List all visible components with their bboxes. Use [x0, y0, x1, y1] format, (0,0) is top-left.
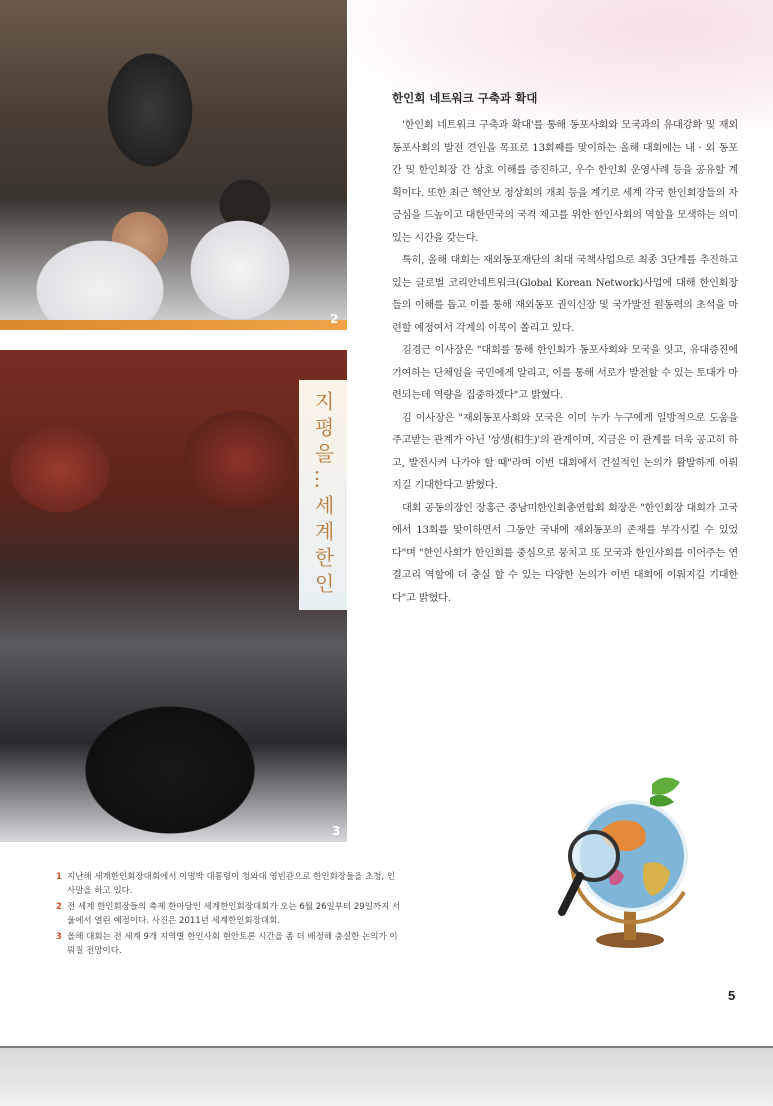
photo-number-2: 2 [330, 312, 339, 326]
caption-item [56, 870, 401, 898]
photo-divider-band [0, 320, 347, 330]
caption-number: 3 [56, 932, 62, 942]
page-bottom-strip [0, 1048, 773, 1106]
article-body [392, 90, 738, 610]
caption-number: 2 [56, 902, 62, 912]
caption-text: 지난해 세계한인회장대회에서 이명박 대통령이 청와대 영빈관으로 한인회장들을 초청, 인사말을 하고 있다. [67, 872, 396, 896]
article-heading: 한인회 네트워크 구축과 확대 [392, 91, 538, 105]
globe-icon [552, 772, 692, 952]
article-paragraph: 김 이사장은 "재외동포사회와 모국은 이미 누가 누구에게 일방적으로 도움을 주고받는 관계가 아닌 '상생(相生)'의 관계이며, 지금은 이 관계를 더욱 공고히 하고, 발전시켜 나가야 할 때"라며 이번 대회에서 건설적인 논의가 활발하게 이뤄지길 기대한다고 밝혔다. [392, 412, 738, 491]
article-paragraph: '한인회 네트워크 구축과 확대'를 통해 동포사회와 모국과의 유대강화 및 재외동포사회의 발전 견인을 목표로 13회째를 맞이하는 올해 대회에는 내 · 외 동포간 및 한인회장 간 상호 이해를 증진하고, 우수 한인회 운영사례 등을 공유할 계획이다. 또한 최근 핵안보 정상회의 개최 등을 계기로 세계 각국 한인회장들의 자긍심을 드높이고 대한민국의 국격 제고를 위한 한인사회의 역할을 모색하는 의미 있는 시간을 갖는다. [392, 120, 738, 244]
photo-captions [56, 870, 401, 960]
caption-text: 올해 대회는 전 세계 9개 지역별 한인사회 현안토론 시간을 좀 더 배정해 충실한 논의가 이뤄질 전망이다. [67, 932, 398, 956]
caption-number: 1 [56, 872, 62, 882]
caption-item [56, 900, 401, 928]
event-photo-speaker [0, 0, 347, 330]
article-paragraph: 김경근 이사장은 "대회를 통해 한인회가 동포사회와 모국을 잇고, 유대증진에 기여하는 단체임을 국민에게 알리고, 이를 통해 서로가 발전할 수 있는 토대가 마련되는데 역량을 집중하겠다"고 밝혔다. [392, 345, 738, 401]
article-paragraph: 특히, 올해 대회는 재외동포재단의 최대 국책사업으로 최종 3단계를 추진하고 있는 글로벌 코리안네트워크(Global Korean Network)사업에 대해 한인회장들의 이해를 돕고 이를 통해 재외동포 권익신장 및 국가발전 원동력의 초석을 마련할 예정여서 각계의 이목이 쏠리고 있다. [392, 255, 738, 334]
caption-text: 전 세계 한인회장들의 축제 한마당인 세계한인회장대회가 오는 6월 26일부터 29일까지 서울에서 열린 예정이다. 사진은 2011년 세계한인회장대회. [67, 902, 401, 926]
event-banner: 지평을…세계한인 [299, 380, 347, 610]
event-photo-banquet [0, 350, 347, 842]
caption-item [56, 930, 401, 958]
page-number: 5 [728, 988, 736, 1003]
article-paragraph: 대회 공동의장인 장홍근 중남미한인회총연합회 회장은 "한인회장 대회가 고국에서 13회를 맞이하면서 그동안 국내에 재외동포의 존재를 부각시킬 수 있었다"며 "한인사회가 한인회를 중심으로 뭉치고 또 모국과 한인사회를 이어주는 연결고리 역할에 더 충실 할 수 있는 다양한 논의가 이번 대회에 이뤄지길 기대한다"고 밝혔다. [392, 502, 738, 604]
photo-number-3: 3 [332, 824, 341, 838]
